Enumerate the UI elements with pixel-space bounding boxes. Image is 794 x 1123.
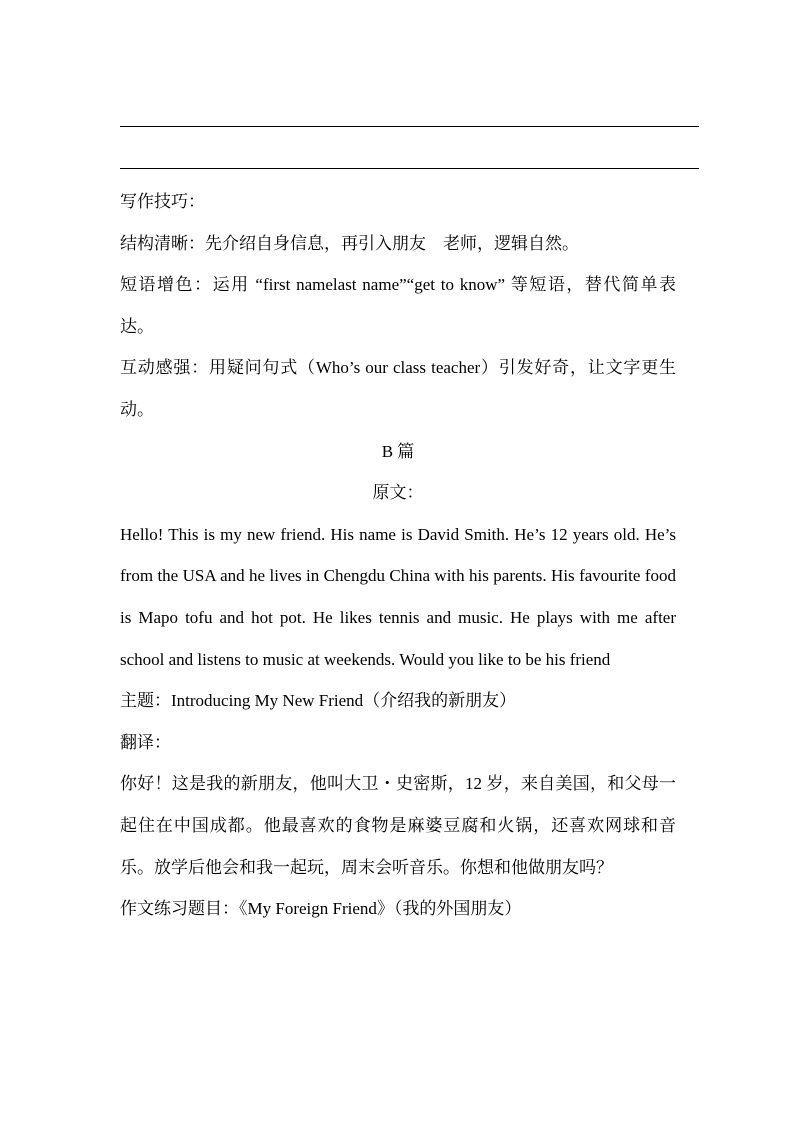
theme-line: 主题：Introducing My New Friend（介绍我的新朋友） xyxy=(120,691,517,711)
document-body xyxy=(120,181,676,930)
tip-structure: 结构清晰：先介绍自身信息，再引入朋友 老师，逻辑自然。 xyxy=(120,233,579,253)
translation-label: 翻译： xyxy=(120,732,171,752)
tip-interaction: 互动感强：用疑问句式（Who’s our class teacher）引发好奇，让文字更生动。 xyxy=(120,358,676,419)
tips-heading: 写作技巧： xyxy=(120,192,205,211)
tip-phrases: 短语增色：运用 “first namelast name”“get to know” 等短语，替代简单表达。 xyxy=(120,275,676,336)
original-text-label: 原文： xyxy=(372,483,424,503)
answer-line-2 xyxy=(120,168,699,169)
answer-line-1 xyxy=(120,126,699,127)
translation-paragraph: 你好！这是我的新朋友，他叫大卫・史密斯，12 岁，来自美国，和父母一起住在中国成都。他最喜欢的食物是麻婆豆腐和火锅，还喜欢网球和音乐。放学后他会和我一起玩，周末会听音乐。你想和他做朋友吗？ xyxy=(120,774,676,877)
section-b-title: B 篇 xyxy=(381,441,415,461)
exercise-title: 作文练习题目：《My Foreign Friend》（我的外国朋友） xyxy=(120,899,522,919)
original-text-paragraph: Hello! This is my new friend. His name is David Smith. He’s 12 years old. He’s from the USA and he lives in Chengdu China with his parents. His favourite food is Mapo tofu and hot pot. He likes tennis and music. He plays with me after school and listens to music at weekends. Would you like to be his friend xyxy=(120,524,676,669)
